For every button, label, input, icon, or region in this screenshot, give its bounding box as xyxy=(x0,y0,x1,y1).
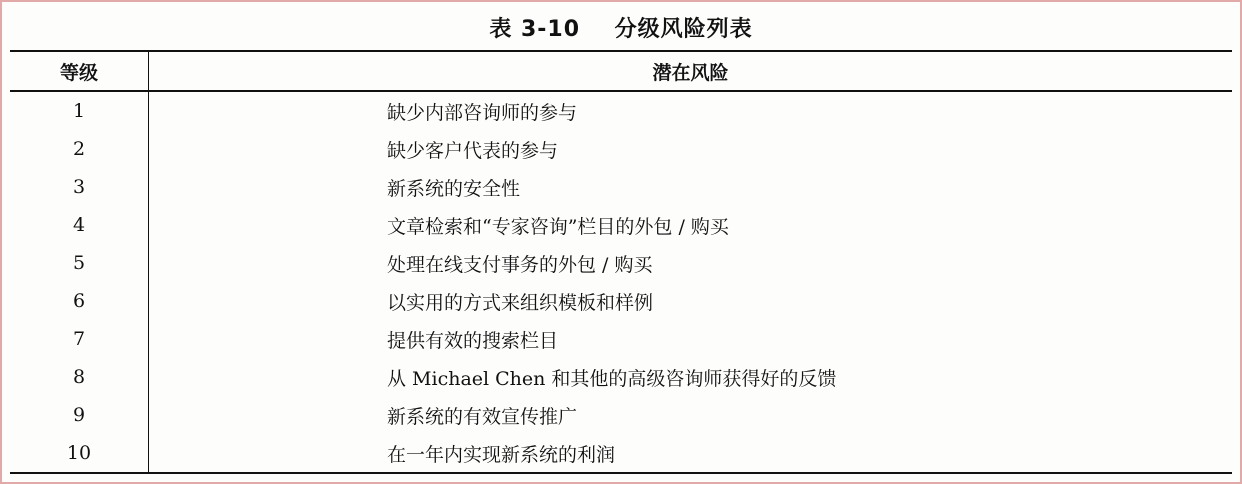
level-cell: 1 xyxy=(10,91,149,130)
risk-cell: 新系统的安全性 xyxy=(387,177,521,200)
risk-table xyxy=(10,50,1232,474)
table-row xyxy=(10,358,1232,396)
level-cell: 2 xyxy=(10,130,149,168)
level-cell: 9 xyxy=(10,396,149,434)
risk-cell: 文章检索和“专家咨询”栏目的外包 / 购买 xyxy=(387,215,729,238)
level-cell: 8 xyxy=(10,358,149,396)
level-cell: 4 xyxy=(10,206,149,244)
level-cell: 6 xyxy=(10,282,149,320)
table-row xyxy=(10,130,1232,168)
table-row xyxy=(10,206,1232,244)
table-row xyxy=(10,91,1232,130)
table-row xyxy=(10,434,1232,473)
risk-column-header: 潜在风险 xyxy=(149,51,1233,91)
table-row xyxy=(10,320,1232,358)
risk-cell: 新系统的有效宣传推广 xyxy=(387,405,578,428)
risk-cell: 缺少客户代表的参与 xyxy=(387,139,559,162)
table-caption: 表 3-10 分级风险列表 xyxy=(489,17,753,42)
header-row xyxy=(10,51,1232,91)
level-cell: 7 xyxy=(10,320,149,358)
risk-cell: 处理在线支付事务的外包 / 购买 xyxy=(387,253,653,276)
level-cell: 10 xyxy=(10,434,149,473)
risk-cell: 缺少内部咨询师的参与 xyxy=(387,101,578,124)
risk-cell: 从 Michael Chen 和其他的高级咨询师获得好的反馈 xyxy=(387,367,837,390)
table-row xyxy=(10,396,1232,434)
level-column-header: 等级 xyxy=(10,51,149,91)
risk-cell: 以实用的方式来组织模板和样例 xyxy=(387,291,654,314)
risk-cell: 提供有效的搜索栏目 xyxy=(387,329,559,352)
table-row xyxy=(10,168,1232,206)
level-cell: 5 xyxy=(10,244,149,282)
table-row xyxy=(10,244,1232,282)
table-row xyxy=(10,282,1232,320)
level-cell: 3 xyxy=(10,168,149,206)
risk-cell: 在一年内实现新系统的利润 xyxy=(149,434,1233,473)
